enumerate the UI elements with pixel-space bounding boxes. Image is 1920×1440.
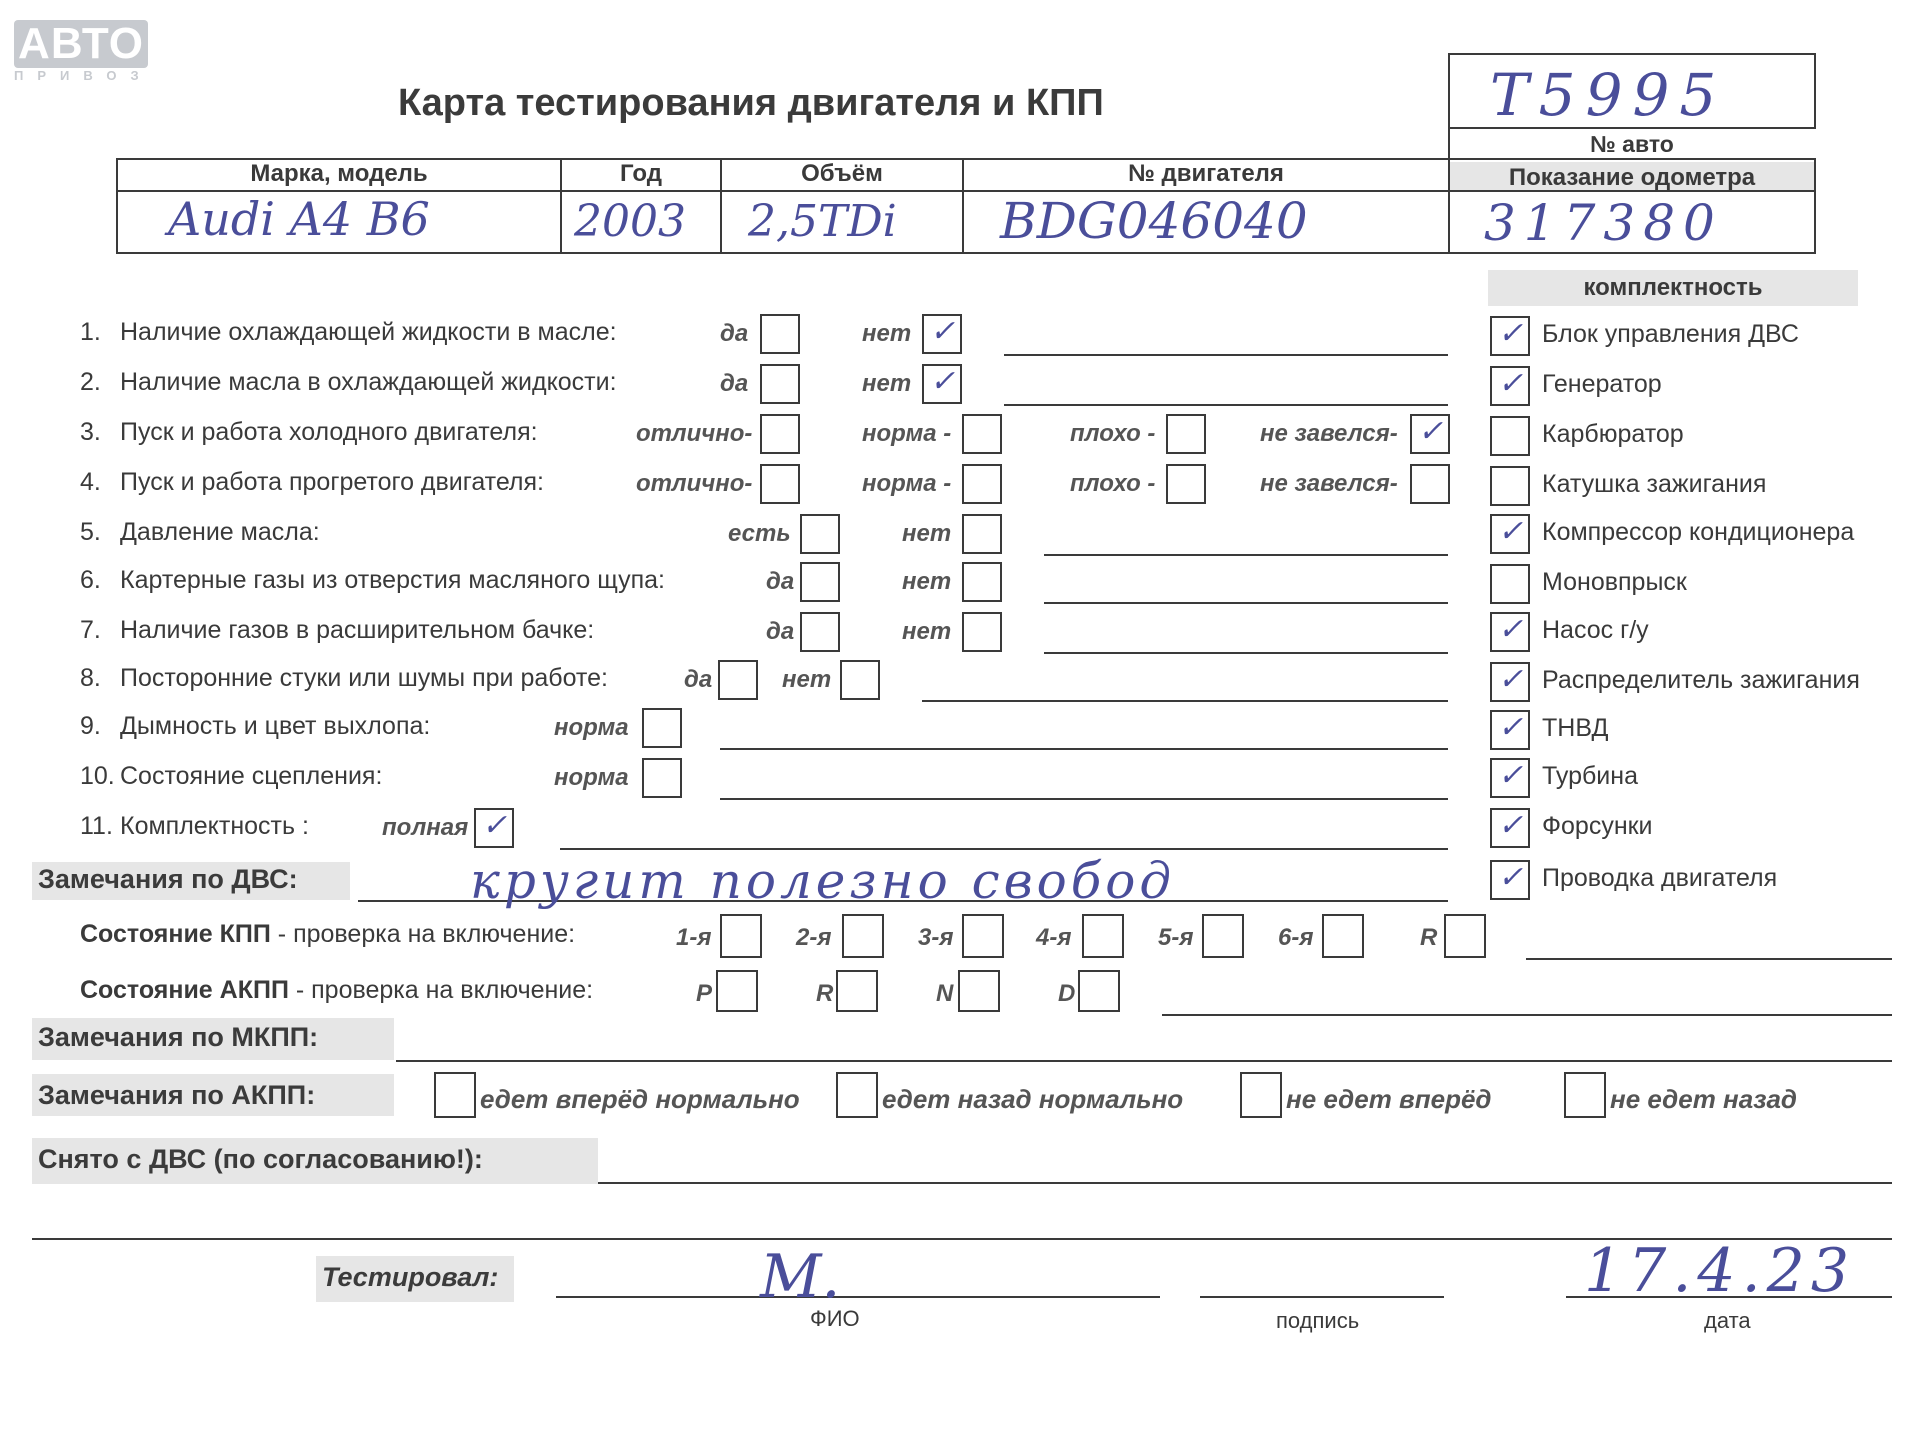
kit-item-label-10: Форсунки xyxy=(1542,812,1653,840)
volume-value: 2,5TDi xyxy=(748,196,897,247)
kpp-gear-label-3: 4-я xyxy=(1036,924,1072,951)
check-10-option-0-checkbox[interactable] xyxy=(474,808,514,848)
kit-item-label-3: Катушка зажигания xyxy=(1542,470,1767,498)
check-5-option-0-label: да xyxy=(766,568,795,595)
kit-checkbox-11-mark: ✓ xyxy=(1498,860,1524,895)
kit-checkbox-7-mark: ✓ xyxy=(1498,662,1524,697)
check-3-option-1-checkbox[interactable] xyxy=(962,464,1002,504)
check-4-option-0-checkbox[interactable] xyxy=(800,514,840,554)
check-number-6: 7. xyxy=(80,616,101,644)
kit-checkbox-6[interactable] xyxy=(1490,612,1530,652)
year-value: 2003 xyxy=(574,196,686,247)
kpp-gear-checkbox-3[interactable] xyxy=(1082,914,1124,958)
kpp-label-rest: - проверка на включение: xyxy=(270,920,576,948)
fio-label: ФИО xyxy=(810,1306,860,1331)
check-label-6: Наличие газов в расширительном бачке: xyxy=(120,616,595,644)
check-0-option-0-checkbox[interactable] xyxy=(760,314,800,354)
signature-label: подпись xyxy=(1276,1308,1360,1333)
kit-item-label-9: Турбина xyxy=(1542,762,1638,790)
check-2-option-1-checkbox[interactable] xyxy=(962,414,1002,454)
check-7-option-0-checkbox[interactable] xyxy=(718,660,758,700)
check-label-2: Пуск и работа холодного двигателя: xyxy=(120,418,538,446)
kit-checkbox-3[interactable] xyxy=(1490,466,1530,506)
check-2-option-2-checkbox[interactable] xyxy=(1166,414,1206,454)
kpp-gear-checkbox-6[interactable] xyxy=(1444,914,1486,958)
check-7-notes-line xyxy=(922,700,1448,702)
remarks-dvs-label: Замечания по ДВС: xyxy=(38,864,298,894)
akpp-mode-checkbox-1[interactable] xyxy=(836,970,878,1012)
make-model-value: Audi A4 B6 xyxy=(168,192,430,246)
check-2-option-1-label: норма - xyxy=(862,420,952,447)
check-3-option-0-label: отлично- xyxy=(636,470,753,497)
kpp-label-bold: Состояние КПП xyxy=(80,920,271,948)
check-number-3: 4. xyxy=(80,468,101,496)
check-label-3: Пуск и работа прогретого двигателя: xyxy=(120,468,544,496)
akpp-mode-checkbox-3[interactable] xyxy=(1078,970,1120,1012)
check-1-notes-line xyxy=(1004,404,1448,406)
check-8-notes-line xyxy=(720,748,1448,750)
check-5-option-1-checkbox[interactable] xyxy=(962,562,1002,602)
akpp-remark-label-1: едет назад нормально xyxy=(882,1084,1184,1114)
check-7-option-0-label: да xyxy=(684,666,713,693)
check-label-5: Картерные газы из отверстия масляного щупа: xyxy=(120,566,665,594)
akpp-mode-label-0: P xyxy=(696,980,713,1007)
page-title: Карта тестирования двигателя и КПП xyxy=(398,82,1104,124)
check-label-8: Дымность и цвет выхлопа: xyxy=(120,712,431,740)
check-0-notes-line xyxy=(1004,354,1448,356)
kpp-gear-checkbox-2[interactable] xyxy=(962,914,1004,958)
check-0-option-1-checkbox[interactable] xyxy=(922,314,962,354)
check-number-8: 9. xyxy=(80,712,101,740)
check-number-7: 8. xyxy=(80,664,101,692)
kpp-gear-checkbox-4[interactable] xyxy=(1202,914,1244,958)
kit-item-label-6: Насос г/у xyxy=(1542,616,1649,644)
akpp-remark-label-2: не едет вперёд xyxy=(1286,1084,1492,1114)
akpp-mode-label-2: N xyxy=(936,980,954,1007)
akpp-remark-checkbox-0[interactable] xyxy=(434,1072,476,1118)
kit-checkbox-9[interactable] xyxy=(1490,758,1530,798)
check-10-option-0-checkbox-mark: ✓ xyxy=(482,808,508,843)
akpp-label-bold: Состояние АКПП xyxy=(80,976,289,1004)
check-2-option-2-label: плохо - xyxy=(1070,420,1156,447)
check-1-option-1-checkbox-mark: ✓ xyxy=(930,364,956,399)
kit-checkbox-6-mark: ✓ xyxy=(1498,612,1524,647)
tested-by-label: Тестировал: xyxy=(322,1262,499,1292)
akpp-mode-checkbox-2[interactable] xyxy=(958,970,1000,1012)
check-number-4: 5. xyxy=(80,518,101,546)
check-4-option-1-label: нет xyxy=(902,520,952,547)
kit-item-label-11: Проводка двигателя xyxy=(1542,864,1778,892)
check-6-notes-line xyxy=(1044,652,1448,654)
kit-checkbox-8-mark: ✓ xyxy=(1498,710,1524,745)
check-label-10: Комплектность : xyxy=(120,812,309,840)
kpp-gear-checkbox-5[interactable] xyxy=(1322,914,1364,958)
check-label-7: Посторонние стуки или шумы при работе: xyxy=(120,664,608,692)
kit-item-label-0: Блок управления ДВС xyxy=(1542,320,1799,348)
check-label-9: Состояние сцепления: xyxy=(120,762,383,790)
kit-checkbox-8[interactable] xyxy=(1490,710,1530,750)
remarks-mkpp-label: Замечания по МКПП: xyxy=(38,1022,319,1052)
check-3-option-1-label: норма - xyxy=(862,470,952,497)
check-label-0: Наличие охлаждающей жидкости в масле: xyxy=(120,318,617,346)
akpp-remark-checkbox-1[interactable] xyxy=(836,1072,878,1118)
kit-checkbox-0[interactable] xyxy=(1490,316,1530,356)
check-1-option-1-checkbox[interactable] xyxy=(922,364,962,404)
kpp-gear-checkbox-1[interactable] xyxy=(842,914,884,958)
kit-checkbox-10-mark: ✓ xyxy=(1498,808,1524,843)
removed-label: Снято с ДВС (по согласованию!): xyxy=(38,1144,483,1174)
header-volume: Объём xyxy=(801,160,883,187)
check-2-option-3-checkbox[interactable] xyxy=(1410,414,1450,454)
akpp-label xyxy=(80,976,593,1005)
kit-checkbox-7[interactable] xyxy=(1490,662,1530,702)
check-8-option-0-label: норма xyxy=(554,714,629,741)
akpp-mode-label-3: D xyxy=(1058,980,1076,1007)
check-2-option-0-label: отлично- xyxy=(636,420,753,447)
kit-item-label-7: Распределитель зажигания xyxy=(1542,666,1860,694)
test-date-value: 17.4.23 xyxy=(1584,1236,1856,1306)
kpp-gear-checkbox-0[interactable] xyxy=(720,914,762,958)
header-year: Год xyxy=(620,160,662,187)
kit-item-label-5: Моновпрыск xyxy=(1542,568,1687,596)
kit-checkbox-4-mark: ✓ xyxy=(1498,514,1524,549)
check-7-option-1-label: нет xyxy=(782,666,832,693)
check-number-1: 2. xyxy=(80,368,101,396)
check-9-option-0-label: норма xyxy=(554,764,629,791)
check-6-option-0-label: да xyxy=(766,618,795,645)
header-make-model: Марка, модель xyxy=(250,160,428,187)
kit-checkbox-4[interactable] xyxy=(1490,514,1530,554)
check-2-option-3-checkbox-mark: ✓ xyxy=(1418,414,1444,449)
kit-item-label-8: ТНВД xyxy=(1542,714,1609,742)
kit-checkbox-2[interactable] xyxy=(1490,416,1530,456)
odometer-value: 317380 xyxy=(1484,194,1723,252)
check-number-5: 6. xyxy=(80,566,101,594)
kit-checkbox-10[interactable] xyxy=(1490,808,1530,848)
check-3-option-2-label: плохо - xyxy=(1070,470,1156,497)
check-4-option-0-label: есть xyxy=(728,520,791,547)
kit-checkbox-9-mark: ✓ xyxy=(1498,758,1524,793)
check-1-option-1-label: нет xyxy=(862,370,912,397)
check-5-option-0-checkbox[interactable] xyxy=(800,562,840,602)
check-4-notes-line xyxy=(1044,554,1448,556)
akpp-remark-checkbox-2[interactable] xyxy=(1240,1072,1282,1118)
check-7-option-1-checkbox[interactable] xyxy=(840,660,880,700)
kpp-gear-label-2: 3-я xyxy=(918,924,954,951)
check-5-option-1-label: нет xyxy=(902,568,952,595)
check-4-option-1-checkbox[interactable] xyxy=(962,514,1002,554)
check-3-option-3-checkbox[interactable] xyxy=(1410,464,1450,504)
header-engine-number: № двигателя xyxy=(1128,160,1284,187)
avto-privoz-logo: АВТО xyxy=(14,20,148,68)
akpp-mode-label-1: R xyxy=(816,980,834,1007)
check-label-1: Наличие масла в охлаждающей жидкости: xyxy=(120,368,617,396)
check-number-2: 3. xyxy=(80,418,101,446)
akpp-remark-label-0: едет вперёд нормально xyxy=(480,1084,800,1114)
kpp-gear-label-5: 6-я xyxy=(1278,924,1314,951)
check-6-option-1-label: нет xyxy=(902,618,952,645)
check-number-0: 1. xyxy=(80,318,101,346)
remarks-dvs-value[interactable]: кругит полезно свобод xyxy=(470,852,1176,910)
engine-number-value: BDG046040 xyxy=(1000,192,1308,250)
akpp-mode-checkbox-0[interactable] xyxy=(716,970,758,1012)
check-1-option-0-checkbox[interactable] xyxy=(760,364,800,404)
check-6-option-0-checkbox[interactable] xyxy=(800,612,840,652)
kit-checkbox-0-mark: ✓ xyxy=(1498,316,1524,351)
remarks-akpp-label: Замечания по АКПП: xyxy=(38,1080,316,1110)
check-3-option-3-label: не завелся- xyxy=(1260,470,1398,497)
check-1-option-0-label: да xyxy=(720,370,749,397)
kpp-gear-label-0: 1-я xyxy=(676,924,712,951)
kpp-gear-label-6: R xyxy=(1420,924,1438,951)
kit-item-label-4: Компрессор кондиционера xyxy=(1542,518,1855,546)
check-label-4: Давление масла: xyxy=(120,518,320,546)
signature-mark: М. xyxy=(760,1242,841,1312)
kit-checkbox-11[interactable] xyxy=(1490,860,1530,900)
check-10-option-0-label: полная xyxy=(382,814,469,841)
kit-heading: комплектность xyxy=(1583,274,1763,301)
check-3-option-0-checkbox[interactable] xyxy=(760,464,800,504)
check-2-option-3-label: не завелся- xyxy=(1260,420,1398,447)
check-6-option-1-checkbox[interactable] xyxy=(962,612,1002,652)
header-odometer: Показание одометра xyxy=(1508,164,1756,191)
kit-checkbox-1-mark: ✓ xyxy=(1498,366,1524,401)
auto-number-label: № авто xyxy=(1590,131,1674,157)
kit-checkbox-1[interactable] xyxy=(1490,366,1530,406)
check-8-option-0-checkbox[interactable] xyxy=(642,708,682,748)
kpp-gear-label-1: 2-я xyxy=(796,924,832,951)
kpp-label xyxy=(80,920,575,949)
check-3-option-2-checkbox[interactable] xyxy=(1166,464,1206,504)
akpp-remark-label-3: не едет назад xyxy=(1610,1084,1798,1114)
kit-checkbox-5[interactable] xyxy=(1490,564,1530,604)
kit-item-label-2: Карбюратор xyxy=(1542,420,1684,448)
check-0-option-1-checkbox-mark: ✓ xyxy=(930,314,956,349)
logo-subtitle: ПРИВОЗ xyxy=(14,68,153,83)
check-2-option-0-checkbox[interactable] xyxy=(760,414,800,454)
akpp-remark-checkbox-3[interactable] xyxy=(1564,1072,1606,1118)
auto-number-value: T5995 xyxy=(1490,61,1727,129)
check-number-10: 11. xyxy=(80,812,113,840)
check-number-9: 10. xyxy=(80,762,115,790)
date-label: дата xyxy=(1704,1308,1751,1333)
kpp-gear-label-4: 5-я xyxy=(1158,924,1194,951)
akpp-label-rest: - проверка на включение: xyxy=(288,976,594,1004)
check-10-notes-line xyxy=(560,848,1448,850)
check-0-option-0-label: да xyxy=(720,320,749,347)
kit-item-label-1: Генератор xyxy=(1542,370,1662,398)
check-9-notes-line xyxy=(720,798,1448,800)
check-5-notes-line xyxy=(1044,602,1448,604)
auto-number-box xyxy=(1448,53,1816,127)
check-0-option-1-label: нет xyxy=(862,320,912,347)
check-9-option-0-checkbox[interactable] xyxy=(642,758,682,798)
